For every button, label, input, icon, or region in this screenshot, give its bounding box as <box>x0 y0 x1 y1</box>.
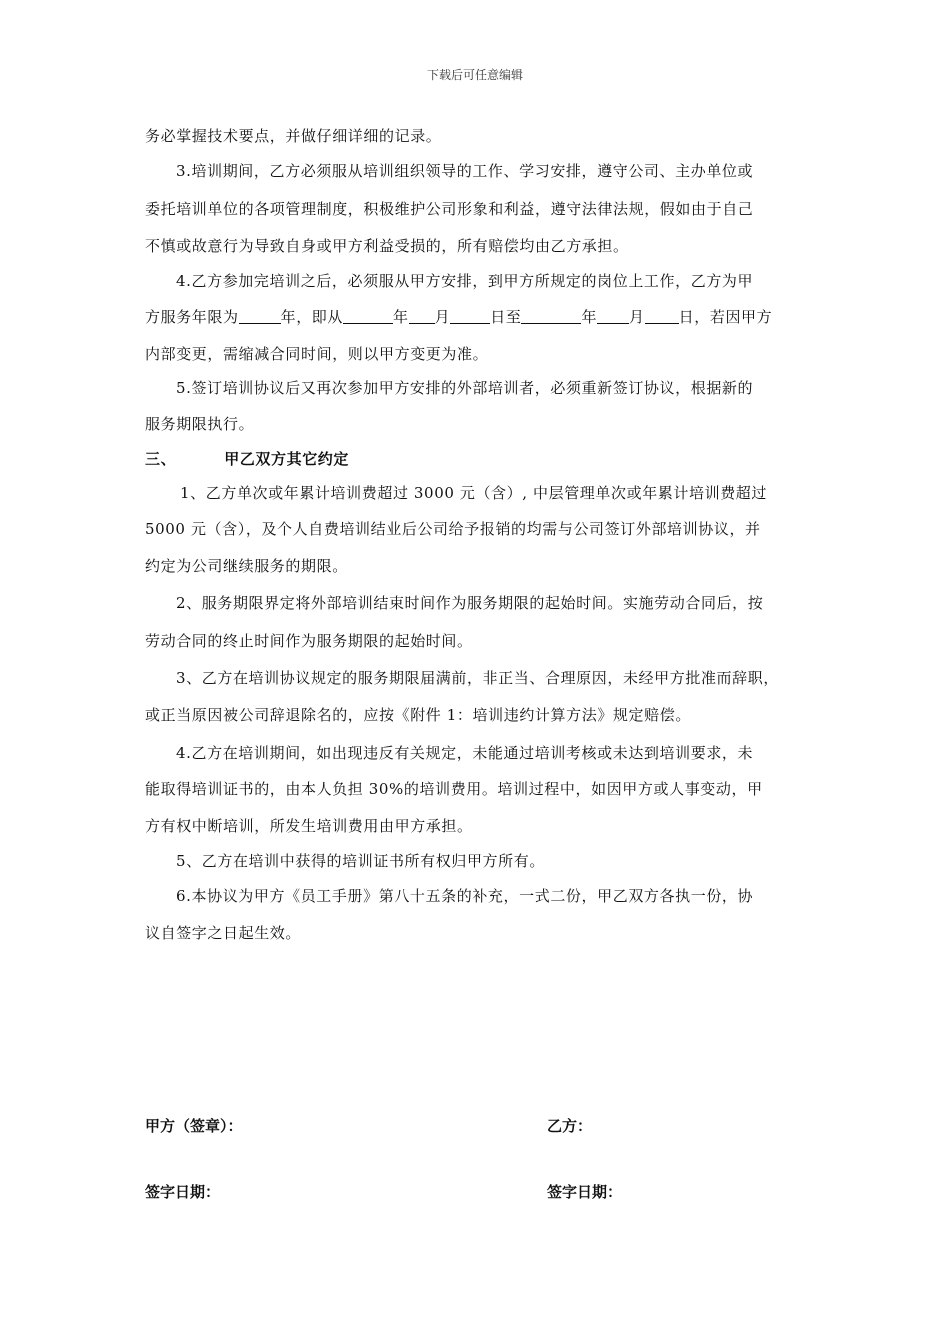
paragraph-line: 劳动合同的终止时间作为服务期限的起始时间。 <box>145 632 473 650</box>
party-b-signature-label: 乙方： <box>547 1117 593 1135</box>
paragraph-line: 能取得培训证书的，由本人负担 30%的培训费用。培训过程中，如因甲方或人事变动，甲 <box>145 780 763 798</box>
clause-4-line: 4.乙方参加完培训之后，必须服从甲方安排，到甲方所规定的岗位上工作，乙方为甲 <box>176 272 754 290</box>
agreement-3-line: 3、乙方在培训协议规定的服务期限届满前，非正当、合理原因，未经甲方批准而辞职， <box>176 669 779 687</box>
fill-in-blank-start-day[interactable] <box>450 309 490 324</box>
text-fragment: 方服务年限为 <box>145 308 239 326</box>
agreement-1-line: 1、乙方单次或年累计培训费超过 3000 元（含）, 中层管理单次或年累计培训费超过 <box>180 484 767 502</box>
section-number: 三、 <box>145 450 177 468</box>
clause-3-line: 3.培训期间，乙方必须服从培训组织领导的工作、学习安排，遵守公司、主办单位或 <box>176 162 754 180</box>
agreement-6-line: 6.本协议为甲方《员工手册》第八十五条的补充，一式二份，甲乙双方各执一份，协 <box>176 887 754 905</box>
party-a-signature-label: 甲方（签章）： <box>145 1117 243 1135</box>
paragraph-line: 服务期限执行。 <box>145 415 255 433</box>
agreement-5-line: 5、乙方在培训中获得的培训证书所有权归甲方所有。 <box>176 852 545 870</box>
paragraph-line: 或正当原因被公司辞退除名的，应按《附件 1：培训违约计算方法》规定赔偿。 <box>145 706 691 724</box>
text-fragment: 月 <box>629 308 645 326</box>
text-fragment: 日，若因甲方 <box>678 308 773 326</box>
party-b-date-label: 签字日期： <box>547 1183 623 1201</box>
section-title: 甲乙双方其它约定 <box>224 450 350 468</box>
paragraph-line: 内部变更，需缩减合同时间，则以甲方变更为准。 <box>145 345 489 363</box>
paragraph-line: 委托培训单位的各项管理制度，积极维护公司形象和利益，遵守法律法规，假如由于自己 <box>145 200 754 218</box>
fill-in-blank-end-day[interactable] <box>645 309 679 324</box>
agreement-4-line: 4.乙方在培训期间，如出现违反有关规定，未能通过培训考核或未达到培训要求，未 <box>176 744 754 762</box>
fill-in-blank-start-month[interactable] <box>409 309 435 324</box>
paragraph-line: 议自签字之日起生效。 <box>145 924 302 942</box>
page-header: 下载后可任意编辑 <box>426 68 523 82</box>
paragraph-line: 务必掌握技术要点，并做仔细详细的记录。 <box>145 127 442 145</box>
text-fragment: 年 <box>393 308 409 326</box>
text-fragment: 年，即从 <box>280 308 344 326</box>
agreement-2-line: 2、服务期限界定将外部培训结束时间作为服务期限的起始时间。实施劳动合同后，按 <box>176 594 764 612</box>
paragraph-line: 方有权中断培训，所发生培训费用由甲方承担。 <box>145 817 473 835</box>
fill-in-blank-end-month[interactable] <box>597 309 629 324</box>
clause-5-line: 5.签订培训协议后又再次参加甲方安排的外部培训者，必须重新签订协议，根据新的 <box>176 379 754 397</box>
text-fragment: 月 <box>434 308 451 326</box>
fill-in-blank-years[interactable] <box>239 309 281 324</box>
section-heading <box>145 448 349 469</box>
text-fragment: 年 <box>581 308 598 326</box>
paragraph-line: 约定为公司继续服务的期限。 <box>145 557 348 575</box>
fill-in-blank-start-year[interactable] <box>343 309 393 324</box>
service-term-line <box>145 306 772 327</box>
text-fragment: 日至 <box>490 308 522 326</box>
paragraph-line: 不慎或故意行为导致自身或甲方利益受损的，所有赔偿均由乙方承担。 <box>145 237 629 255</box>
party-a-date-label: 签字日期： <box>145 1183 221 1201</box>
fill-in-blank-end-year[interactable] <box>521 309 581 324</box>
paragraph-line: 5000 元（含），及个人自费培训结业后公司给予报销的均需与公司签订外部培训协议，并 <box>145 520 761 538</box>
